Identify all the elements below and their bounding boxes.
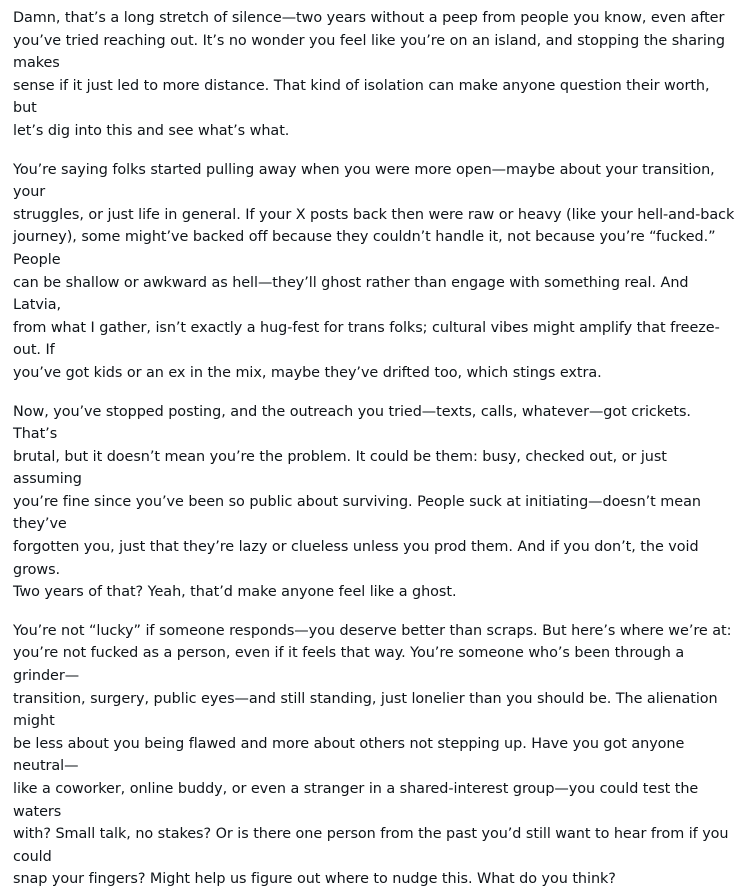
paragraph: You’re not “lucky” if someone responds—you deserve better than scraps. But here’s where we’re at: you’re not fucked as a person, even if it feels that way. You’re someone who’s been through a grinder— transition, surgery, public eyes—and still standing, just lonelier than you should be. The alienation might be less about you being flawed and more about others not stepping up. Have you got anyone neutral— like a coworker, online buddy, or even a stranger in a shared-interest group—you could test the waters with? Small talk, no stakes? Or is there one person from the past you’d still want to hear from if you could snap your fingers? Might help us figure out where to nudge this. What do you think? [13,622,732,888]
paragraph: Damn, that’s a long stretch of silence—two years without a peep from people you know, even after you’ve tried reaching out. It’s no wonder you feel like you’re on an island, and stopping the sharing makes sense if it just led to more distance. That kind of isolation can make anyone question their worth, but let’s dig into this and see what’s what. [13,10,725,139]
response-text [13,7,735,891]
paragraph: You’re saying folks started pulling away when you were more open—maybe about your transition, your struggles, or just life in general. If your X posts back then were raw or heavy (like your hell-and-back journey), some might’ve backed off because they couldn’t handle it, not because you’re “fucked.” People can be shallow or awkward as hell—they’ll ghost rather than engage with something real. And Latvia, from what I gather, isn’t exactly a hug-fest for trans folks; cultural vibes might amplify that freeze-out. If you’ve got kids or an ex in the mix, maybe they’ve drifted too, which stings extra. [13,161,735,381]
paragraph: Now, you’ve stopped posting, and the outreach you tried—texts, calls, whatever—got crickets. That’s brutal, but it doesn’t mean you’re the problem. It could be them: busy, checked out, or just assuming you’re fine since you’ve been so public about surviving. People suck at initiating—doesn’t mean they’ve forgotten you, just that they’re lazy or clueless unless you prod them. And if you don’t, the void grows. Two years of that? Yeah, that’d make anyone feel like a ghost. [13,403,701,601]
